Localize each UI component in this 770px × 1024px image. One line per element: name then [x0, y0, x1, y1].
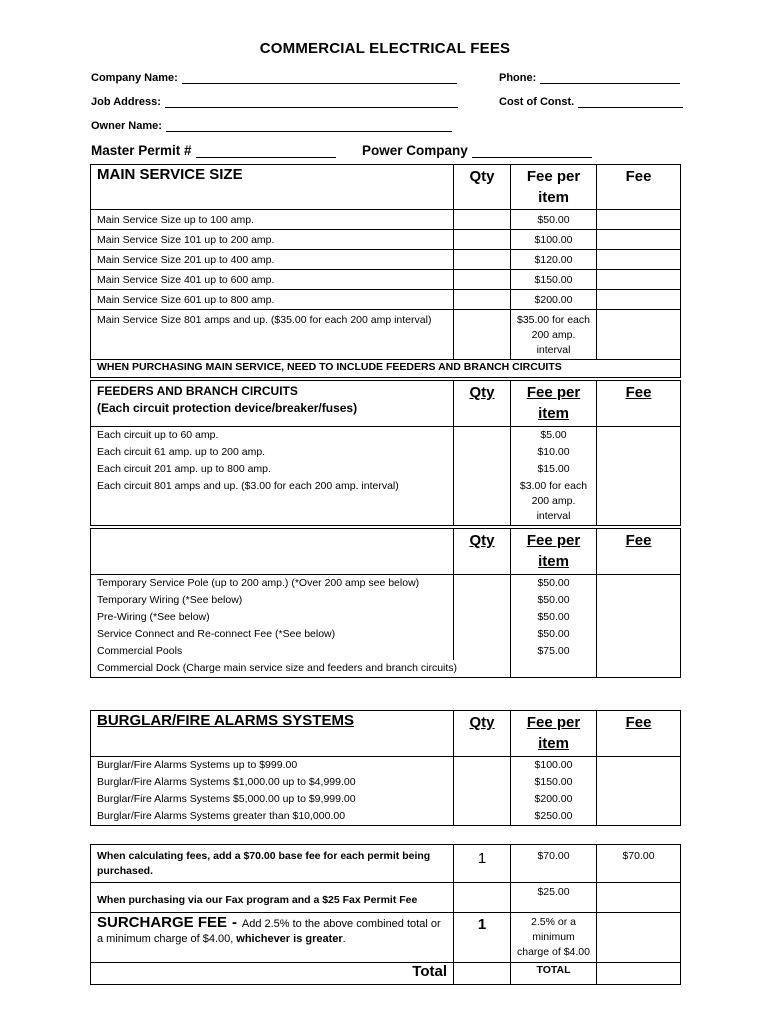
fee-per-item-cell: $150.00 — [511, 774, 597, 791]
fee-header: Fee — [597, 165, 681, 210]
master-permit-line[interactable] — [196, 145, 336, 158]
row-label: Commercial Dock (Charge main service size and feeders and branch circuits) — [91, 660, 511, 678]
feeders-header-row — [91, 381, 681, 427]
table-row — [91, 250, 681, 270]
qty-header: Qty — [454, 711, 511, 757]
table-row — [91, 609, 681, 626]
surcharge-total[interactable] — [597, 913, 681, 963]
temporary-heading — [91, 529, 454, 575]
table-row — [91, 444, 681, 461]
fee-per-item-cell: $5.00 — [511, 427, 597, 445]
fee-per-item-cell: $150.00 — [511, 270, 597, 290]
temporary-header-row — [91, 529, 681, 575]
table-row — [91, 774, 681, 791]
row-label: Pre-Wiring (*See below) — [91, 609, 454, 626]
alarms-heading: BURGLAR/FIRE ALARMS SYSTEMS — [91, 711, 454, 757]
alarms-header-row — [91, 711, 681, 757]
table-row — [91, 427, 681, 445]
fee-header: Fee — [597, 529, 681, 575]
row-label: Service Connect and Re-connect Fee (*See below) — [91, 626, 454, 643]
fee-per-item-cell: $50.00 — [511, 626, 597, 643]
qty-cell[interactable] — [454, 461, 511, 478]
fax-fee-per-item: $25.00 — [511, 883, 597, 913]
main-service-header-row — [91, 165, 681, 210]
qty-cell[interactable] — [454, 626, 511, 643]
qty-cell[interactable] — [454, 757, 511, 775]
fee-per-item-cell: $35.00 for each 200 amp. interval — [511, 310, 597, 360]
fee-header: Fee — [597, 711, 681, 757]
base-fee-per-item: $70.00 — [511, 845, 597, 883]
table-row — [91, 643, 681, 660]
fee-cell[interactable] — [597, 210, 681, 230]
table-row — [91, 757, 681, 775]
fee-cell[interactable] — [597, 427, 681, 445]
company-name-field[interactable] — [91, 72, 457, 84]
surcharge-label — [91, 913, 454, 963]
row-label: Temporary Wiring (*See below) — [91, 592, 454, 609]
row-label: Each circuit 201 amp. up to 800 amp. — [91, 461, 454, 478]
main-service-heading: MAIN SERVICE SIZE — [91, 165, 454, 210]
row-label: Main Service Size 101 up to 200 amp. — [91, 230, 454, 250]
row-label: Main Service Size 201 up to 400 amp. — [91, 250, 454, 270]
job-address-label: Job Address: — [91, 96, 161, 108]
table-row — [91, 626, 681, 643]
fee-cell[interactable] — [597, 774, 681, 791]
fee-per-item-header: Fee per item — [511, 529, 597, 575]
phone-line[interactable] — [540, 73, 680, 84]
table-row — [91, 575, 681, 593]
fee-cell[interactable] — [597, 250, 681, 270]
fee-per-item-header: Fee per item — [511, 165, 597, 210]
fee-cell[interactable] — [597, 626, 681, 643]
table-row — [91, 461, 681, 478]
job-address-line[interactable] — [165, 97, 458, 108]
qty-cell[interactable] — [454, 774, 511, 791]
fee-per-item-cell: $75.00 — [511, 643, 597, 660]
fax-fee-qty[interactable] — [454, 883, 511, 913]
fee-per-item-cell: $200.00 — [511, 791, 597, 808]
cost-of-const-field[interactable] — [499, 96, 683, 108]
row-label: Each circuit 61 amp. up to 200 amp. — [91, 444, 454, 461]
fax-fee-label: When purchasing via our Fax program and a $25 Fax Permit Fee — [91, 883, 454, 913]
surcharge-title: SURCHARGE FEE — [97, 914, 228, 931]
table-row — [91, 791, 681, 808]
total-fee-label: TOTAL — [511, 963, 597, 985]
surcharge-qty[interactable]: 1 — [454, 913, 511, 963]
base-fee-label: When calculating fees, add a $70.00 base fee for each permit being purchased. — [91, 845, 454, 883]
qty-cell[interactable] — [454, 643, 511, 660]
base-fee-row — [91, 845, 681, 883]
qty-cell[interactable] — [454, 210, 511, 230]
qty-cell[interactable] — [454, 808, 511, 826]
surcharge-dash: - — [231, 914, 237, 931]
fee-per-item-header: Fee per item — [511, 381, 597, 427]
owner-name-field[interactable] — [91, 120, 452, 132]
fee-cell[interactable] — [597, 270, 681, 290]
fee-per-item-cell: $250.00 — [511, 808, 597, 826]
table-row — [91, 310, 681, 360]
fee-cell[interactable] — [597, 461, 681, 478]
fee-per-item-cell: $3.00 for each 200 amp. interval — [511, 478, 597, 526]
fee-cell[interactable] — [597, 310, 681, 360]
qty-cell[interactable] — [454, 444, 511, 461]
surcharge-text-bold: whichever is greater — [236, 933, 343, 945]
fee-per-item-cell: $100.00 — [511, 230, 597, 250]
fee-per-item-cell: $50.00 — [511, 210, 597, 230]
qty-cell[interactable] — [454, 478, 511, 526]
fee-cell[interactable] — [597, 478, 681, 526]
fee-cell[interactable] — [597, 290, 681, 310]
temporary-table — [90, 528, 681, 678]
feeders-heading-line2: (Each circuit protection device/breaker/fuses) — [97, 401, 358, 415]
cost-of-const-label: Cost of Const. — [499, 96, 575, 108]
fax-fee-row — [91, 883, 681, 913]
row-label: Temporary Service Pole (up to 200 amp.) (*Over 200 amp see below) — [91, 575, 454, 593]
company-name-label: Company Name: — [91, 72, 178, 84]
row-label: Commercial Pools — [91, 643, 454, 660]
fee-cell[interactable] — [597, 791, 681, 808]
fee-cell[interactable] — [597, 592, 681, 609]
fee-cell[interactable] — [597, 575, 681, 593]
phone-label: Phone: — [499, 72, 537, 84]
power-company-label: Power Company — [362, 143, 468, 158]
owner-name-line[interactable] — [166, 121, 452, 132]
row-label: Main Service Size up to 100 amp. — [91, 210, 454, 230]
qty-cell[interactable] — [454, 592, 511, 609]
fee-per-item-cell: $50.00 — [511, 575, 597, 593]
job-address-field[interactable] — [91, 96, 458, 108]
alarms-table — [90, 710, 681, 826]
qty-cell[interactable] — [454, 427, 511, 445]
fee-cell[interactable] — [597, 609, 681, 626]
table-row — [91, 210, 681, 230]
row-label: Main Service Size 801 amps and up. ($35.00 for each 200 amp interval) — [91, 310, 454, 360]
qty-cell[interactable] — [454, 270, 511, 290]
table-row — [91, 808, 681, 826]
fax-fee-total[interactable] — [597, 883, 681, 913]
row-label: Each circuit 801 amps and up. ($3.00 for each 200 amp. interval) — [91, 478, 454, 526]
fee-cell[interactable] — [597, 230, 681, 250]
qty-cell[interactable] — [454, 250, 511, 270]
fee-per-item-cell: $100.00 — [511, 757, 597, 775]
qty-cell[interactable] — [454, 310, 511, 360]
fee-cell[interactable] — [597, 643, 681, 660]
row-label: Burglar/Fire Alarms Systems up to $999.00 — [91, 757, 454, 775]
fee-per-item-cell — [511, 660, 597, 678]
table-row — [91, 270, 681, 290]
qty-cell[interactable] — [454, 791, 511, 808]
qty-cell[interactable] — [454, 230, 511, 250]
fee-per-item-cell: $10.00 — [511, 444, 597, 461]
row-label: Main Service Size 601 up to 800 amp. — [91, 290, 454, 310]
fee-per-item-cell: $200.00 — [511, 290, 597, 310]
surcharge-row — [91, 913, 681, 963]
fee-header: Fee — [597, 381, 681, 427]
surcharge-text: Add 2.5% to the above combined total or a minimum charge of $4.00, — [97, 918, 441, 945]
feeders-heading-line1: FEEDERS AND BRANCH CIRCUITS — [97, 384, 298, 398]
total-row — [91, 963, 681, 985]
qty-header: Qty — [454, 529, 511, 575]
table-row — [91, 478, 681, 526]
row-label: Burglar/Fire Alarms Systems $5,000.00 up to $9,999.00 — [91, 791, 454, 808]
feeders-table — [90, 380, 681, 526]
row-label: Burglar/Fire Alarms Systems $1,000.00 up to $4,999.00 — [91, 774, 454, 791]
qty-header: Qty — [454, 165, 511, 210]
surcharge-text-end: . — [342, 933, 346, 945]
main-service-note-row — [91, 360, 681, 378]
master-permit-label: Master Permit # — [91, 143, 192, 158]
row-label: Main Service Size 401 up to 600 amp. — [91, 270, 454, 290]
fee-cell[interactable] — [597, 757, 681, 775]
page-title: COMMERCIAL ELECTRICAL FEES — [259, 40, 511, 57]
fee-per-item-cell: $15.00 — [511, 461, 597, 478]
total-label: Total — [91, 963, 454, 985]
qty-cell[interactable] — [454, 609, 511, 626]
owner-name-label: Owner Name: — [91, 120, 162, 132]
master-permit-field[interactable] — [91, 143, 336, 158]
qty-cell[interactable] — [454, 290, 511, 310]
fee-per-item-cell: $50.00 — [511, 609, 597, 626]
base-fee-qty[interactable]: 1 — [454, 845, 511, 883]
fee-cell[interactable] — [597, 808, 681, 826]
table-row — [91, 592, 681, 609]
fee-per-item-cell: $120.00 — [511, 250, 597, 270]
company-name-line[interactable] — [182, 73, 457, 84]
fee-cell[interactable] — [597, 444, 681, 461]
table-row — [91, 660, 681, 678]
row-label: Burglar/Fire Alarms Systems greater than $10,000.00 — [91, 808, 454, 826]
phone-field[interactable] — [499, 72, 680, 84]
main-service-note: WHEN PURCHASING MAIN SERVICE, NEED TO INCLUDE FEEDERS AND BRANCH CIRCUITS — [91, 360, 681, 378]
feeders-heading — [91, 381, 454, 427]
summary-table — [90, 844, 681, 985]
table-row — [91, 290, 681, 310]
main-service-table — [90, 164, 681, 378]
power-company-line[interactable] — [472, 145, 592, 158]
power-company-field[interactable] — [362, 143, 592, 158]
qty-header: Qty — [454, 381, 511, 427]
total-qty — [454, 963, 511, 985]
cost-of-const-line[interactable] — [578, 97, 683, 108]
total-amount[interactable] — [597, 963, 681, 985]
surcharge-fee: 2.5% or a minimum charge of $4.00 — [511, 913, 597, 963]
row-label: Each circuit up to 60 amp. — [91, 427, 454, 445]
table-row — [91, 230, 681, 250]
fee-per-item-cell: $50.00 — [511, 592, 597, 609]
fee-cell[interactable] — [597, 660, 681, 678]
fee-per-item-header: Fee per item — [511, 711, 597, 757]
qty-cell[interactable] — [454, 575, 511, 593]
base-fee-total[interactable]: $70.00 — [597, 845, 681, 883]
